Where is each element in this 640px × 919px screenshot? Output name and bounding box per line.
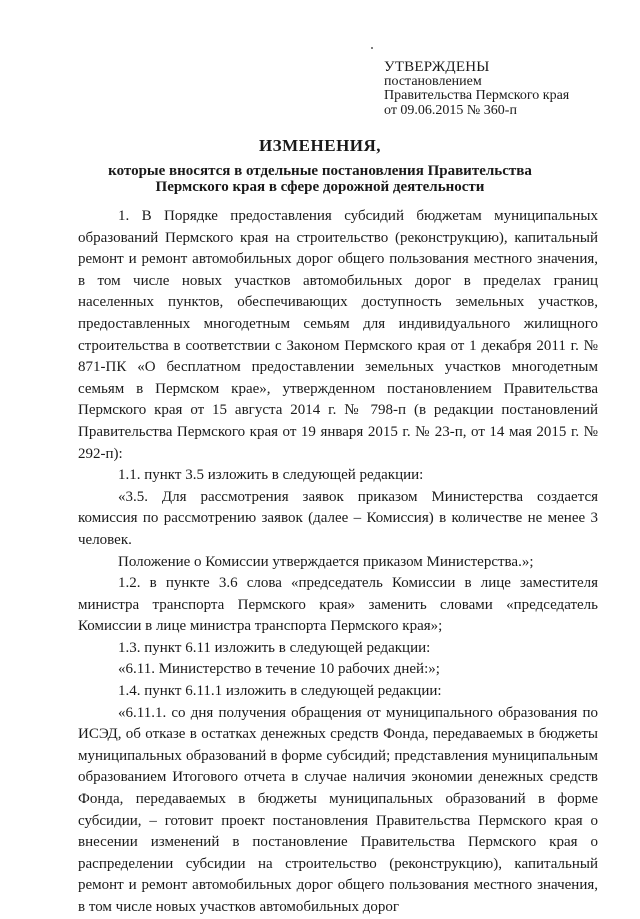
paragraph-2: 1.1. пункт 3.5 изложить в следующей редакции: <box>118 467 424 484</box>
paragraph-1: 1. В Порядке предоставления субсидий бюджетам муниципальных образований Пермского края на строительство (реконструкцию), капитальный ремонт и ремонт автомобильных дорог общего пользования местного значения, в том числе новых участков автомобильных дорог в пределах границ населенных пунктов, обеспечивающих доступность земельных участков, предоставленных многодетным семьям для индивидуального жилищного строительства в соответствии с Законом Пермского края от 1 декабря 2011 г. № 871-ПК «О бесплатном предоставлении земельных участков многодетным семьям в Пермском крае», утвержденном постановлением Правительства Пермского края от 15 августа 2014 г. № 798-п (в редакции постановлений Правительства Пермского края от 19 января 2015 г. № 23-п, от 14 мая 2015 г. № 292-п): <box>78 208 598 462</box>
paragraph-8: 1.4. пункт 6.11.1 изложить в следующей редакции: <box>118 683 442 700</box>
paragraph-5: 1.2. в пункте 3.6 слова «председатель Комиссии в лице заместителя министра транспорта Пермского края» заменить словами «председатель Комиссии в лице министра транспорта Пермского края»; <box>78 575 598 635</box>
approval-line-3: от 09.06.2015 № 360-п <box>384 102 517 118</box>
paragraph-6: 1.3. пункт 6.11 изложить в следующей редакции: <box>118 639 431 656</box>
subtitle-line-1: которые вносятся в отдельные постановления Правительства <box>108 163 532 179</box>
paragraph-9: «6.11.1. со дня получения обращения от муниципального образования по ИСЭД, об отказе в остатках денежных средств Фонда, передаваемых в бюджеты муниципальных образований в форме субсидий; представления муниципальным образованием Итогового отчета в случае наличия экономии денежных средств Фонда, передаваемых в бюджеты муниципальных образований в форме субсидии, – готовит проект постановления Правительства Пермского края о внесении изменений в постановление Правительства Пермского края о распределении субсидии на строительство (реконструкцию), капитальный ремонт и ремонт автомобильных дорог общего пользования местного значения, в том числе новых участков автомобильных дорог <box>78 704 598 915</box>
scan-speck <box>371 47 373 49</box>
approval-stamp <box>384 60 614 118</box>
approval-heading: УТВЕРЖДЕНЫ <box>384 59 490 75</box>
paragraph-7: «6.11. Министерство в течение 10 рабочих дней:»; <box>118 661 440 678</box>
paragraph-3: «3.5. Для рассмотрения заявок приказом Министерства создается комиссия по рассмотрению заявок (далее – Комиссия) в количестве не менее 3 человек. <box>78 488 598 548</box>
approval-line-2: Правительства Пермского края <box>384 88 570 103</box>
paragraph-4: Положение о Комиссии утверждается приказом Министерства.»; <box>118 553 534 570</box>
approval-line-1: постановлением <box>384 73 482 89</box>
subtitle-line-2: Пермского края в сфере дорожной деятельности <box>155 179 485 195</box>
document-subtitle <box>60 163 580 195</box>
document-body <box>78 206 598 919</box>
document-title: ИЗМЕНЕНИЯ, <box>258 136 382 155</box>
